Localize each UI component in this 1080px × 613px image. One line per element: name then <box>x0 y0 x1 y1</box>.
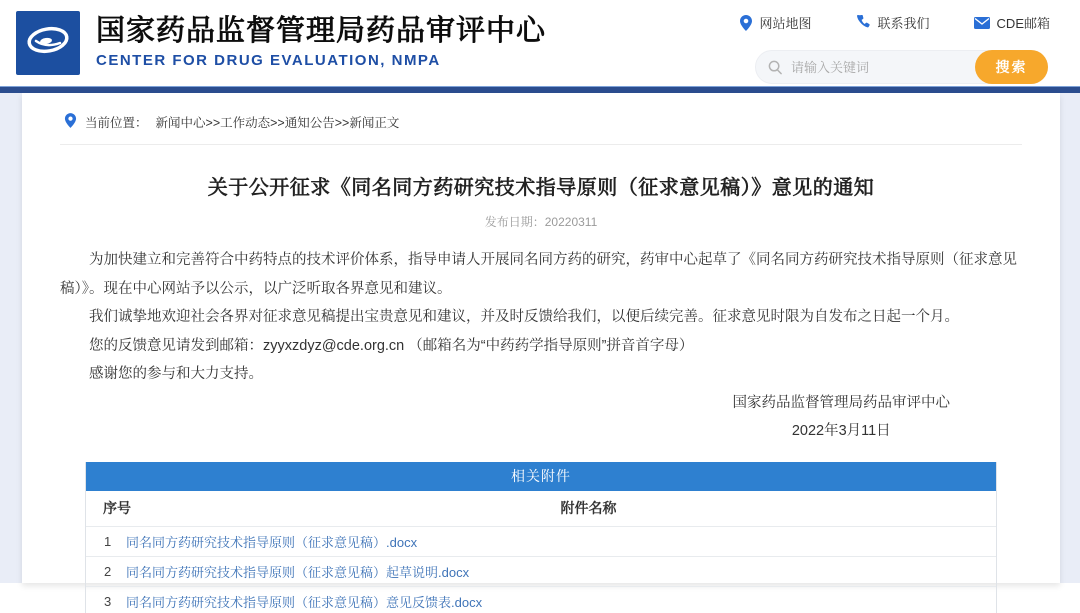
site-header <box>0 0 1080 86</box>
location-pin-icon <box>64 113 77 131</box>
article-paragraph: 您的反馈意见请发到邮箱：zyyxzdyz@cde.org.cn （邮箱名为“中药药学指导原则”拼音首字母） <box>89 337 694 354</box>
nav-site-map[interactable] <box>739 13 812 32</box>
site-title-cn: 国家药品监督管理局药品审评中心 <box>96 15 547 47</box>
attachments-table-title: 相关附件 <box>86 462 996 491</box>
article-body <box>60 246 1022 389</box>
column-header-no: 序号 <box>103 500 131 516</box>
location-pin-icon <box>739 15 753 31</box>
attachments-table-columns <box>86 491 996 526</box>
content-card <box>22 93 1060 610</box>
breadcrumb <box>60 93 1022 145</box>
article-paragraph: 为加快建立和完善符合中药特点的技术评价体系，指导申请人开展同名同方药的研究，药审中心起草了《同名同方药研究技术指导原则（征求意见稿）》。现在中心网站予以公示，以广泛听取各界意见和建议。 <box>60 252 1017 297</box>
site-brand <box>96 13 546 69</box>
nav-label: 网站地图 <box>759 16 812 31</box>
signature-date: 2022年3月11日 <box>791 423 891 439</box>
nav-label: CDE邮箱 <box>996 16 1050 31</box>
column-header-name: 附件名称 <box>560 500 617 516</box>
attachment-link[interactable]: 同名同方药研究技术指导原则（征求意见稿）.docx <box>126 534 418 550</box>
attachments-table <box>85 462 997 613</box>
header-divider-bar <box>0 86 1080 93</box>
article-title: 关于公开征求《同名同方药研究技术指导原则（征求意见稿）》意见的通知 <box>207 177 875 199</box>
table-row <box>86 586 996 613</box>
article-paragraph: 我们诚挚地欢迎社会各界对征求意见稿提出宝贵意见和建议，并及时反馈给我们，以便后续完善。征求意见时限为自发布之日起一个月。 <box>89 309 959 325</box>
breadcrumb-prefix: 当前位置： <box>85 116 148 130</box>
attachment-link[interactable]: 同名同方药研究技术指导原则（征求意见稿）起草说明.docx <box>126 564 470 580</box>
signature-org: 国家药品监督管理局药品审评中心 <box>732 394 950 411</box>
nav-cde-mail[interactable] <box>974 13 1050 32</box>
phone-icon <box>856 15 871 30</box>
breadcrumb-path[interactable]: 新闻中心>>工作动态>>通知公告>>新闻正文 <box>155 116 400 130</box>
cde-eye-logo-icon <box>22 15 74 72</box>
cde-logo[interactable] <box>16 11 80 75</box>
nav-label: 联系我们 <box>877 16 930 31</box>
page-background <box>0 93 1080 610</box>
search-input[interactable] <box>783 60 975 75</box>
table-row <box>86 526 996 556</box>
publish-date-label: 发布日期： <box>484 215 545 229</box>
search-bar <box>755 50 1048 84</box>
article-paragraph: 感谢您的参与和大力支持。 <box>89 366 263 382</box>
publish-date-value: 20220311 <box>544 215 598 229</box>
site-title-en: CENTER FOR DRUG EVALUATION, NMPA <box>96 52 441 69</box>
article-signature <box>733 389 951 446</box>
table-row <box>86 556 996 586</box>
row-number: 2 <box>104 563 112 579</box>
search-icon <box>768 60 783 75</box>
publish-date <box>60 213 1022 230</box>
row-number: 3 <box>104 593 112 609</box>
row-number: 1 <box>104 533 112 549</box>
top-nav <box>739 13 1050 32</box>
attachment-link[interactable]: 同名同方药研究技术指导原则（征求意见稿）意见反馈表.docx <box>126 594 483 610</box>
envelope-icon <box>974 17 990 29</box>
search-button[interactable]: 搜索 <box>975 50 1048 84</box>
nav-contact-us[interactable] <box>856 13 930 32</box>
